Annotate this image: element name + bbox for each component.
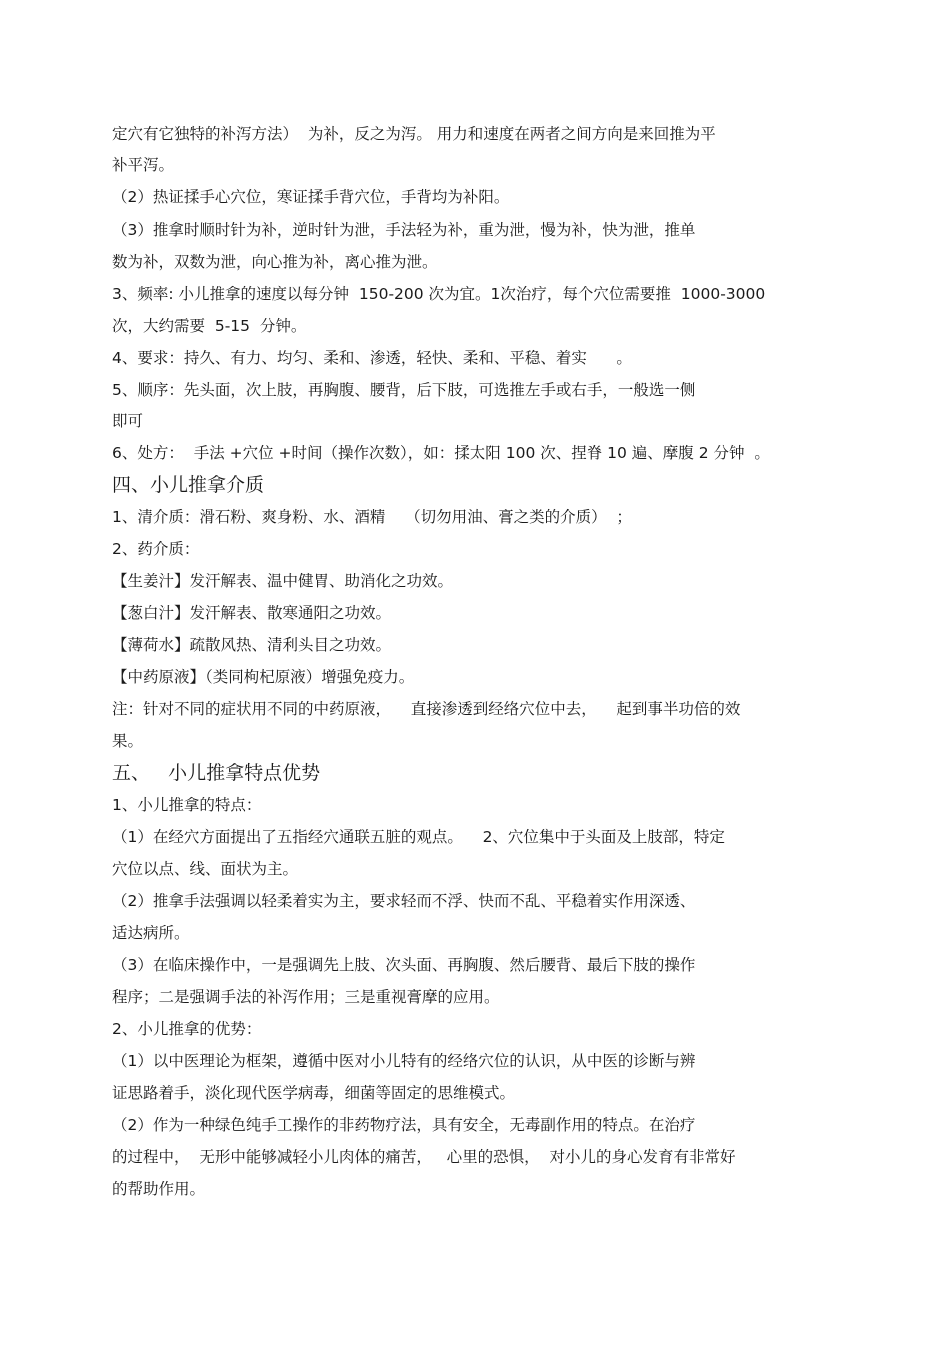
text-line: （1）以中医理论为框架，遵循中医对小儿特有的经络穴位的认识，从中医的诊断与辨 [112,1052,696,1070]
text-line: 的帮助作用。 [112,1180,206,1198]
text-line: （2）热证揉手心穴位，寒证揉手背穴位，手背均为补阳。 [112,188,510,206]
text-line: 定穴有它独特的补泻方法） 为补，反之为泻。 用力和速度在两者之间方向是来回推为平 [112,125,716,143]
text-line: 4、要求：持久、有力、均匀、柔和、渗透，轻快、柔和、平稳、着实 。 [112,349,632,367]
section-heading: 四、小儿推拿介质 [112,474,265,496]
text-line: 【葱白汁】发汗解表、散寒通阳之功效。 [112,604,392,622]
text-line: （2）作为一种绿色纯手工操作的非药物疗法，具有安全，无毒副作用的特点。在治疗 [112,1116,696,1134]
text-line: 穴位以点、线、面状为主。 [112,860,299,878]
text-line: 补平泻。 [112,156,175,174]
text-line: （2）推拿手法强调以轻柔着实为主，要求轻而不浮、快而不乱、平稳着实作用深透、 [112,892,696,910]
text-line: 程序；二是强调手法的补泻作用；三是重视膏摩的应用。 [112,988,500,1006]
text-line: （1）在经穴方面提出了五指经穴通联五脏的观点。 2、穴位集中于头面及上肢部，特定 [112,828,725,846]
text-line: 的过程中， 无形中能够减轻小儿肉体的痛苦， 心里的恐惧， 对小儿的身心发育有非常好 [112,1148,736,1166]
text-line: 即可 [112,412,144,430]
text-line: 1、小儿推拿的特点： [112,796,262,814]
text-line: （3）推拿时顺时针为补，逆时针为泄，手法轻为补，重为泄，慢为补，快为泄，推单 [112,221,696,239]
text-line: 次，大约需要 5-15 分钟。 [112,317,307,335]
text-line: 【中药原液】（类同枸杞原液）增强免疫力。 [112,668,415,686]
text-line: 【生姜汁】发汗解表、温中健胃、助消化之功效。 [112,572,454,590]
text-line: 果。 [112,732,144,750]
text-line: 注：针对不同的症状用不同的中药原液， 直接渗透到经络穴位中去， 起到事半功倍的效 [112,700,741,718]
text-line: 数为补，双数为泄，向心推为补，离心推为泄。 [112,253,438,271]
text-line: 1、清介质：滑石粉、爽身粉、水、酒精 （切勿用油、膏之类的介质） ； [112,508,632,526]
section-heading: 五、 小儿推拿特点优势 [112,762,321,784]
text-line: （3）在临床操作中，一是强调先上肢、次头面、再胸腹、然后腰背、最后下肢的操作 [112,956,696,974]
text-line: 2、药介质： [112,540,200,558]
text-line: 5、顺序：先头面，次上肢，再胸腹、腰背，后下肢，可选推左手或右手，一般选一侧 [112,381,696,399]
text-line: 适达病所。 [112,924,190,942]
text-line: 2、小儿推拿的优势： [112,1020,262,1038]
text-line: 【薄荷水】疏散风热、清利头目之功效。 [112,636,392,654]
text-line: 6、处方： 手法 +穴位 +时间（操作次数），如：揉太阳 100 次、捏脊 10 遍、摩腹 2 分钟 。 [112,444,770,462]
text-line: 3、频率: 小儿推拿的速度以每分钟 150-200 次为宜。1次治疗，每个穴位需要推 1000-3000 [112,285,766,303]
text-line: 证思路着手，淡化现代医学病毒，细菌等固定的思维模式。 [112,1084,516,1102]
